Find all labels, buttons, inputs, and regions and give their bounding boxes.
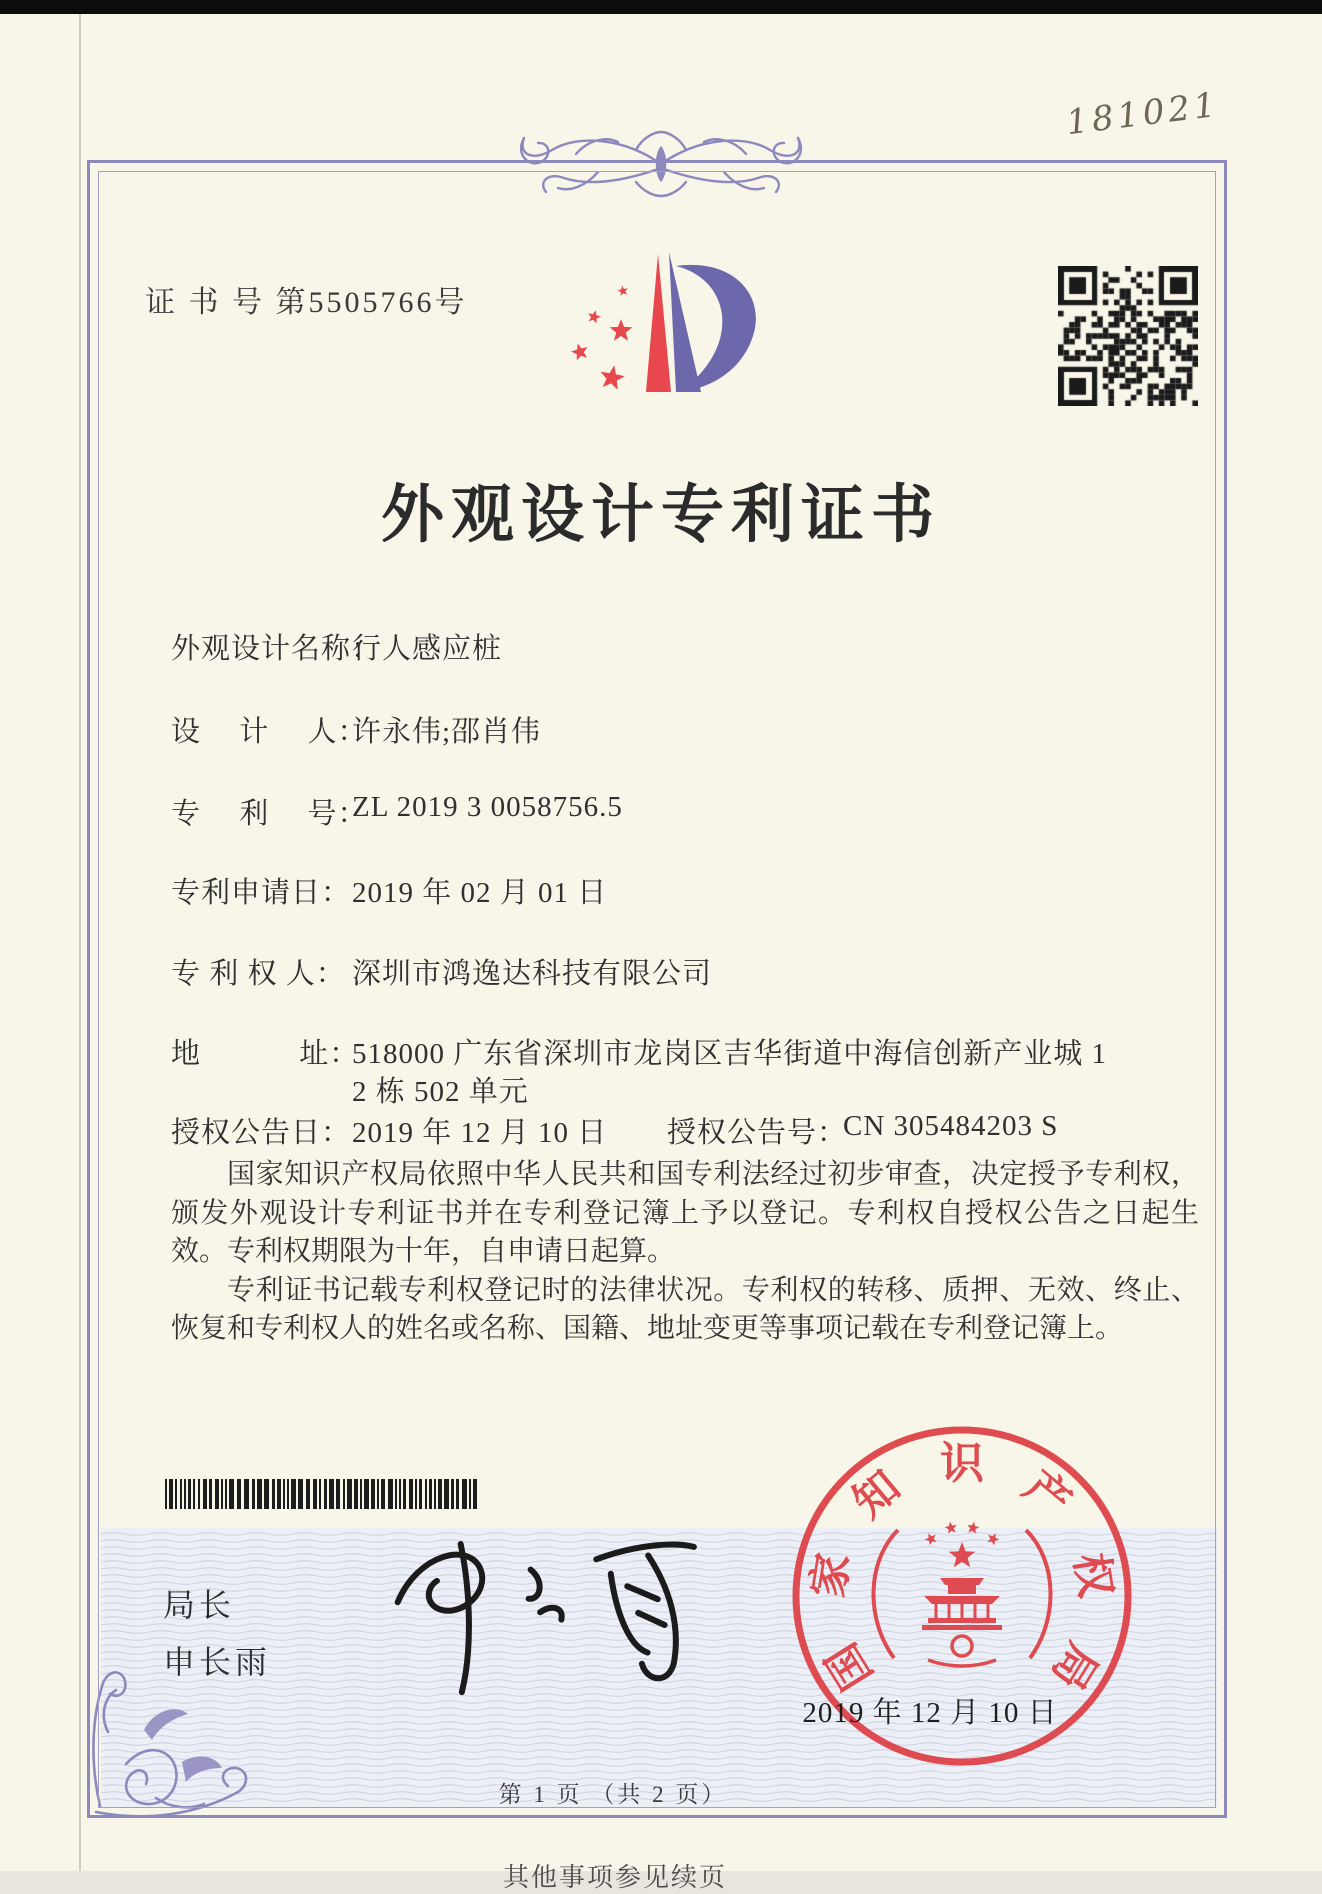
field-value: 许永伟;邵肖伟 — [352, 716, 542, 748]
legal-paragraph-1: 国家知识产权局依照中华人民共和国专利法经过初步审查，决定授予专利权，颁发外观设计专利证书并在专利登记簿上予以登记。专利权自授权公告之日起生效。专利权期限为十年，自申请日起算。 — [171, 1159, 1199, 1267]
field-patentee — [171, 951, 1216, 992]
field-patent-number — [171, 791, 1216, 832]
field-value: ZL 2019 3 0058756.5 — [352, 791, 623, 823]
svg-text:局: 局 — [1041, 1634, 1107, 1698]
field-label-grant-no: 授权公告号： — [667, 1117, 848, 1149]
field-value-grant-no: CN 305484203 S — [843, 1110, 1059, 1142]
certificate-number: 证 书 号 第5505766号 — [145, 286, 468, 319]
svg-text:产: 产 — [1014, 1461, 1080, 1528]
field-grant-info — [171, 1110, 1216, 1151]
field-label: 设 计 人： — [171, 716, 368, 748]
field-value-line1: 518000 广东省深圳市龙岗区吉华街道中海信创新产业城 1 — [352, 1038, 1108, 1070]
field-filing-date — [171, 870, 1216, 911]
field-label: 地 址： — [171, 1038, 360, 1070]
field-label: 授权公告日： — [171, 1117, 352, 1149]
scan-artifact-top-bar — [0, 0, 1322, 14]
certificate-title: 外观设计专利证书 — [381, 480, 941, 550]
field-label: 专利申请日： — [171, 877, 352, 909]
seal-date: 2019 年 12 月 10 日 — [802, 1697, 1058, 1729]
paper-edge-line — [79, 14, 81, 1871]
svg-text:知: 知 — [844, 1461, 910, 1528]
field-design-name — [171, 626, 1216, 667]
field-value: 2019 年 02 月 01 日 — [352, 877, 608, 909]
continuation-note-clipped: 其他事项参见续页 — [503, 1863, 728, 1892]
handwritten-number: 181021 — [1064, 84, 1222, 144]
svg-text:权: 权 — [1065, 1549, 1121, 1601]
field-label: 专 利 权 人： — [171, 958, 346, 990]
field-label: 专 利 号： — [171, 798, 368, 830]
svg-text:识: 识 — [940, 1439, 984, 1488]
field-designer — [171, 709, 1216, 750]
field-value: 行人感应桩 — [352, 633, 503, 665]
field-value: 深圳市鸿逸达科技有限公司 — [352, 958, 713, 990]
qr-code — [1058, 266, 1198, 406]
director-title: 局长 — [163, 1587, 236, 1623]
field-value-line2: 2 栋 502 单元 — [352, 1076, 529, 1108]
field-value: 2019 年 12 月 10 日 — [352, 1117, 608, 1149]
page-number-info: 第 1 页 （共 2 页） — [498, 1782, 728, 1807]
legal-text-block — [171, 1156, 1199, 1349]
svg-text:国: 国 — [817, 1634, 883, 1698]
svg-text:家: 家 — [803, 1549, 859, 1601]
field-address — [171, 1031, 1216, 1108]
field-label: 外观设计名称： — [171, 633, 382, 665]
director-name: 申长雨 — [163, 1644, 272, 1680]
legal-paragraph-2: 专利证书记载专利权登记时的法律状况。专利权的转移、质押、无效、终止、恢复和专利权人的姓名或名称、国籍、地址变更等事项记载在专利登记簿上。 — [171, 1274, 1199, 1344]
